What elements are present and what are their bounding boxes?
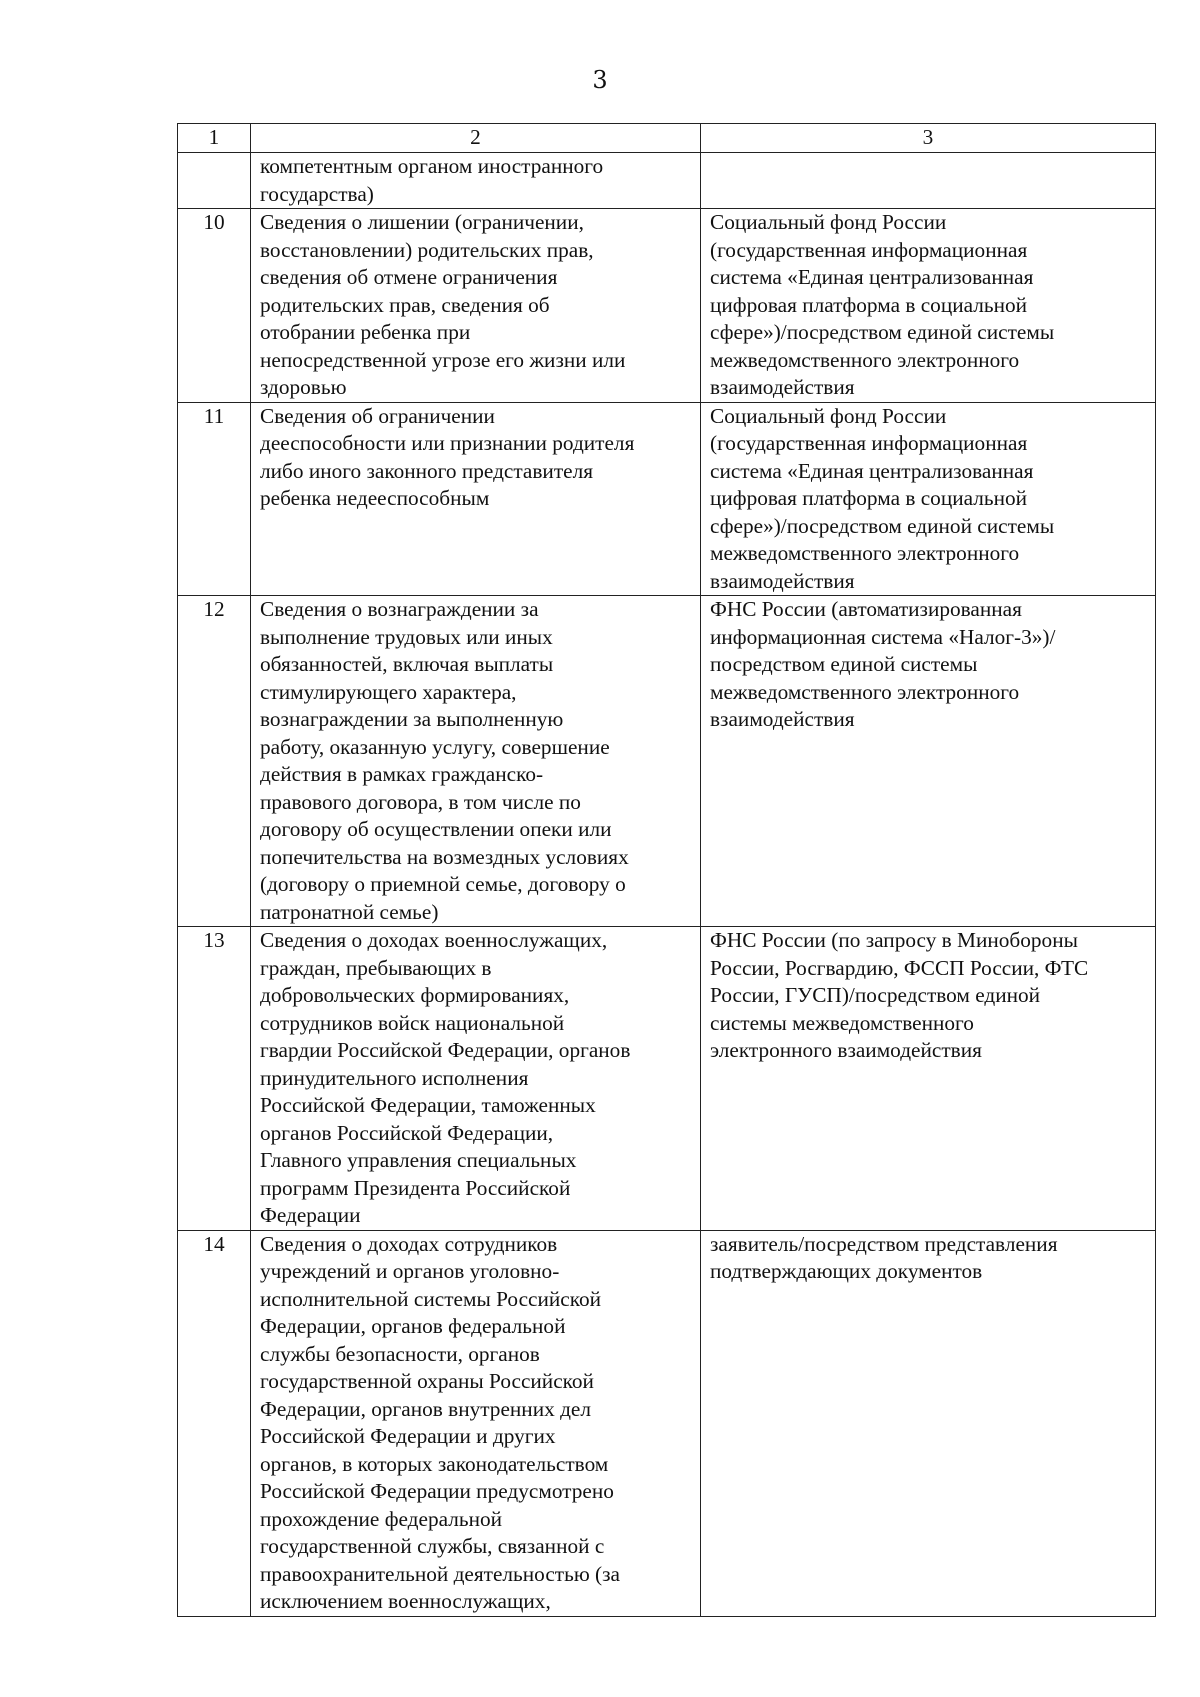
- row-information: Сведения о лишении (ограничении, восстановлении) родительских прав, сведения об отмене ограничения родительских прав, сведения об отобрании ребенка при непосредственной угрозе его жизни или здоровью: [251, 209, 701, 403]
- column-header-information: 2: [251, 124, 701, 153]
- data-table: [177, 123, 1156, 1617]
- row-source: Социальный фонд России (государственная информационная система «Единая централизованная цифровая платформа в социальной сфере»)/посредством единой системы межведомственного электронного взаимодействия: [701, 209, 1156, 403]
- row-number: [178, 153, 251, 209]
- table-row: [178, 402, 1156, 596]
- row-number: 13: [178, 927, 251, 1231]
- row-information: Сведения о доходах сотрудников учреждений и органов уголовно- исполнительной системы Российской Федерации, органов федеральной службы безопасности, органов государственной охраны Российской Федерации, органов внутренних дел Российской Федерации и других органов, в которых законодательством Российской Федерации предусмотрено прохождение федеральной государственной службы, связанной с правоохранительной деятельностью (за исключением военнослужащих,: [251, 1230, 701, 1616]
- row-number: 14: [178, 1230, 251, 1616]
- row-source: Социальный фонд России (государственная информационная система «Единая централизованная цифровая платформа в социальной сфере»)/посредством единой системы межведомственного электронного взаимодействия: [701, 402, 1156, 596]
- row-information: компетентным органом иностранного государства): [251, 153, 701, 209]
- row-source: заявитель/посредством представления подтверждающих документов: [701, 1230, 1156, 1616]
- table-row: [178, 596, 1156, 927]
- column-header-source: 3: [701, 124, 1156, 153]
- page-number: 3: [592, 66, 608, 94]
- table-row: [178, 927, 1156, 1231]
- row-number: 10: [178, 209, 251, 403]
- row-information: Сведения об ограничении дееспособности или признании родителя либо иного законного представителя ребенка недееспособным: [251, 402, 701, 596]
- row-source: ФНС России (по запросу в Минобороны России, Росгвардию, ФССП России, ФТС России, ГУСП)/посредством единой системы межведомственного электронного взаимодействия: [701, 927, 1156, 1231]
- column-header-number: 1: [178, 124, 251, 153]
- row-source: [701, 153, 1156, 209]
- row-number: 11: [178, 402, 251, 596]
- table-row: [178, 209, 1156, 403]
- row-source: ФНС России (автоматизированная информационная система «Налог-3»)/ посредством единой системы межведомственного электронного взаимодействия: [701, 596, 1156, 927]
- row-number: 12: [178, 596, 251, 927]
- table-header-row: [178, 124, 1156, 153]
- row-information: Сведения о доходах военнослужащих, граждан, пребывающих в добровольческих формированиях, сотрудников войск национальной гвардии Российской Федерации, органов принудительного исполнения Российской Федерации, таможенных органов Российской Федерации, Главного управления специальных программ Президента Российской Федерации: [251, 927, 701, 1231]
- table-row: [178, 1230, 1156, 1616]
- row-information: Сведения о вознаграждении за выполнение трудовых или иных обязанностей, включая выплаты стимулирующего характера, вознаграждении за выполненную работу, оказанную услугу, совершение действия в рамках гражданско- правового договора, в том числе по договору об осуществлении опеки или попечительства на возмездных условиях (договору о приемной семье, договору о патронатной семье): [251, 596, 701, 927]
- table-row: [178, 153, 1156, 209]
